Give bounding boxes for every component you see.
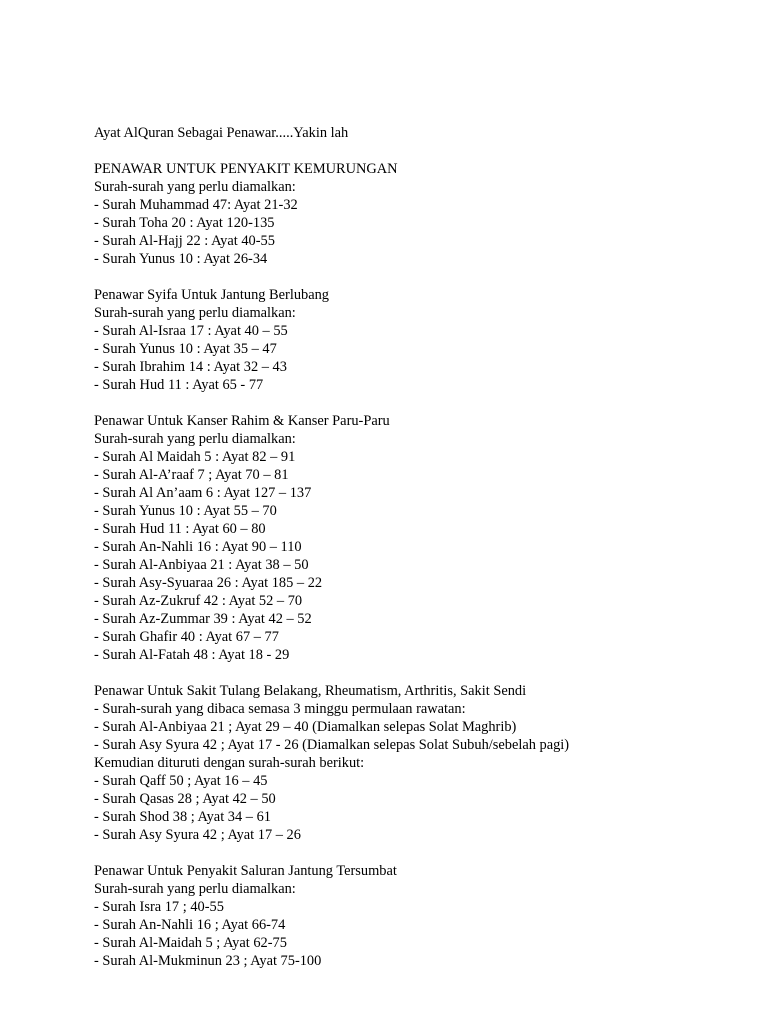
paragraph-spacer: [94, 268, 754, 286]
text-line: - Surah Al-Israa 17 : Ayat 40 – 55: [94, 323, 288, 339]
section-heading: Penawar Untuk Kanser Rahim & Kanser Paru-Paru: [94, 413, 390, 429]
text-line: - Surah Al-A’raaf 7 ; Ayat 70 – 81: [94, 467, 289, 483]
text-line: Surah-surah yang perlu diamalkan:: [94, 179, 296, 195]
paragraph-spacer: [94, 844, 754, 862]
text-line: - Surah Hud 11 : Ayat 65 - 77: [94, 377, 264, 393]
text-line: - Surah Al-Fatah 48 : Ayat 18 - 29: [94, 647, 290, 663]
text-line: - Surah Al-Anbiyaa 21 ; Ayat 29 – 40 (Diamalkan selepas Solat Maghrib): [94, 719, 517, 735]
text-line: - Surah Az-Zummar 39 : Ayat 42 – 52: [94, 611, 312, 627]
paragraph-spacer: [94, 142, 754, 160]
text-line: - Surah Qaff 50 ; Ayat 16 – 45: [94, 773, 268, 789]
text-line: Surah-surah yang perlu diamalkan:: [94, 431, 296, 447]
paragraph-spacer: [94, 394, 754, 412]
text-line: - Surah Al An’aam 6 : Ayat 127 – 137: [94, 485, 312, 501]
paragraph-spacer: [94, 664, 754, 682]
text-line: - Surah An-Nahli 16 ; Ayat 66-74: [94, 917, 286, 933]
document-title: Ayat AlQuran Sebagai Penawar.....Yakin lah: [94, 125, 349, 141]
text-line: Surah-surah yang perlu diamalkan:: [94, 305, 296, 321]
section-heading: Penawar Untuk Penyakit Saluran Jantung Tersumbat: [94, 863, 397, 879]
text-line: - Surah Ibrahim 14 : Ayat 32 – 43: [94, 359, 287, 375]
text-line: - Surah Al-Hajj 22 : Ayat 40-55: [94, 233, 275, 249]
text-line: - Surah An-Nahli 16 : Ayat 90 – 110: [94, 539, 302, 555]
text-line: Surah-surah yang perlu diamalkan:: [94, 881, 296, 897]
document-body: [94, 124, 754, 970]
text-line: - Surah Toha 20 : Ayat 120-135: [94, 215, 275, 231]
text-line: - Surah Shod 38 ; Ayat 34 – 61: [94, 809, 271, 825]
text-line: - Surah Al Maidah 5 : Ayat 82 – 91: [94, 449, 296, 465]
text-line: - Surah Isra 17 ; 40-55: [94, 899, 224, 915]
text-line: - Surah Yunus 10 : Ayat 55 – 70: [94, 503, 277, 519]
section-heading: PENAWAR UNTUK PENYAKIT KEMURUNGAN: [94, 161, 398, 177]
text-line: - Surah Qasas 28 ; Ayat 42 – 50: [94, 791, 276, 807]
text-line: - Surah Yunus 10 : Ayat 26-34: [94, 251, 268, 267]
text-line: - Surah Hud 11 : Ayat 60 – 80: [94, 521, 266, 537]
text-line: - Surah Al-Anbiyaa 21 : Ayat 38 – 50: [94, 557, 309, 573]
text-line: - Surah Yunus 10 : Ayat 35 – 47: [94, 341, 277, 357]
text-line: - Surah Asy Syura 42 ; Ayat 17 - 26 (Diamalkan selepas Solat Subuh/sebelah pagi): [94, 737, 570, 753]
text-line: - Surah Muhammad 47: Ayat 21-32: [94, 197, 298, 213]
section-heading: Penawar Untuk Sakit Tulang Belakang, Rheumatism, Arthritis, Sakit Sendi: [94, 683, 527, 699]
text-line: - Surah Az-Zukruf 42 : Ayat 52 – 70: [94, 593, 303, 609]
section-heading: Penawar Syifa Untuk Jantung Berlubang: [94, 287, 330, 303]
text-line: - Surah Asy-Syuaraa 26 : Ayat 185 – 22: [94, 575, 323, 591]
text-line: - Surah Al-Mukminun 23 ; Ayat 75-100: [94, 953, 322, 969]
text-line: Kemudian dituruti dengan surah-surah berikut:: [94, 755, 365, 771]
text-line: - Surah Ghafir 40 : Ayat 67 – 77: [94, 629, 279, 645]
text-line: - Surah-surah yang dibaca semasa 3 minggu permulaan rawatan:: [94, 701, 466, 717]
text-line: - Surah Al-Maidah 5 ; Ayat 62-75: [94, 935, 287, 951]
text-line: - Surah Asy Syura 42 ; Ayat 17 – 26: [94, 827, 301, 843]
